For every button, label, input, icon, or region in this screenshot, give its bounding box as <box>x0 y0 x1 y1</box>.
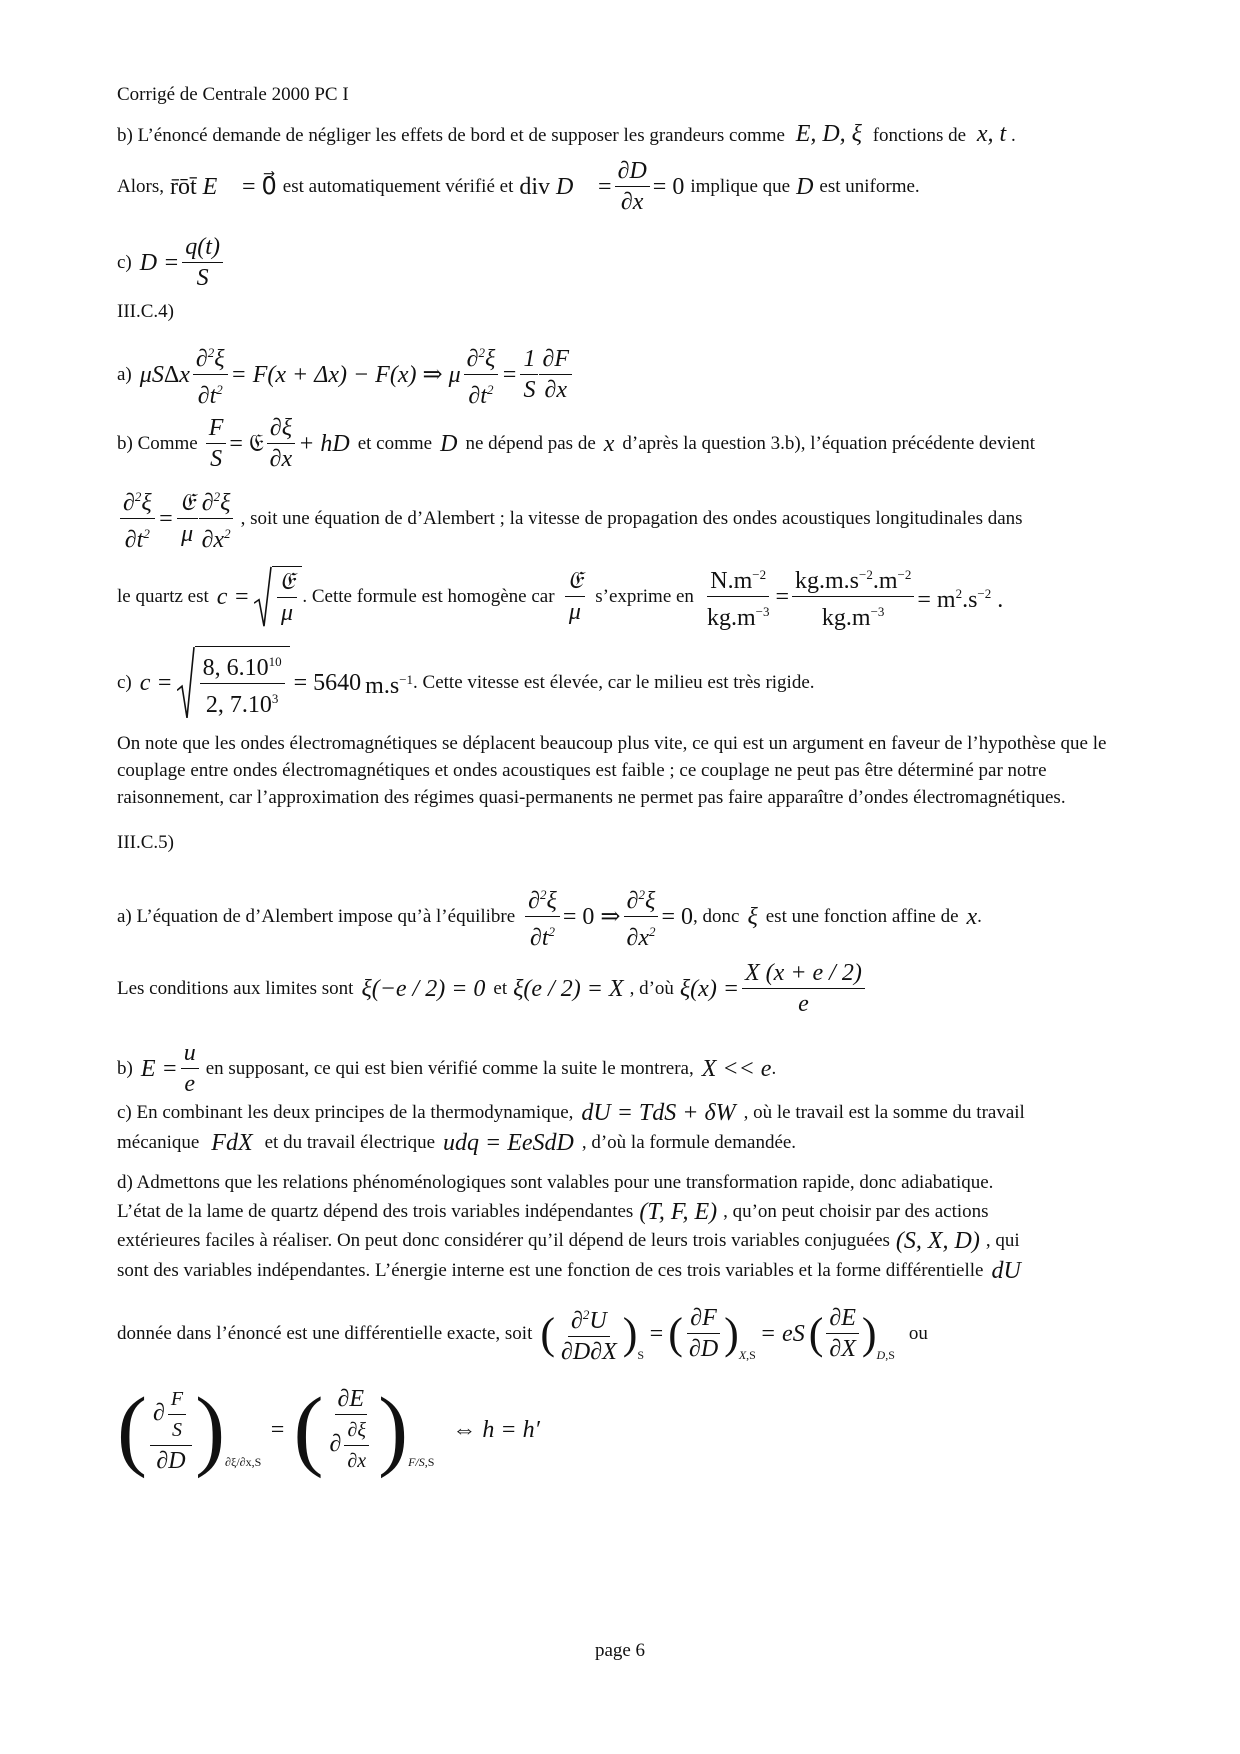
b2-line: Alors, r̄ōt̄ E⃗ = 0⃗ est automatiquement vérifié et div D⃗ = $\frac{\partial D}{\partial x}$ = 0 implique que D est uniforme. <box>117 158 920 215</box>
b1-xt: x, t <box>976 121 1007 147</box>
b1-line: b) L’énoncé demande de négliger les effets de bord et de supposer les grandeurs comme E, D, ξ fonctions de x, t . <box>117 121 1016 147</box>
a-label: a) <box>117 363 132 385</box>
a5-line: a) L’équation de d’Alembert impose qu’à l’équilibre $\frac{\partial^2\xi}{\partial t^2}$ = 0 ⇒ $\frac{\partial^2\xi}{\partial x^2}$ = 0 , donc ξ est une fonction affine de x . <box>117 880 982 953</box>
d-line4: sont des variables indépendantes. L’énergie interne est une fonction de ces trois variables et la forme différentielle dU <box>117 1258 1021 1284</box>
b1-intro: b) L’énoncé demande de négliger les effets de bord et de supposer les grandeurs comme <box>117 125 785 146</box>
alembert-line: $\frac{\partial^2\xi}{\partial t^2}$ = $\frac{\text{𝔈}}{\mu}$ $\frac{\partial^2\xi}{\partial x^2}$ , soit une équation de d’Alembert ; la vitesse de propagation des ondes acoustiques longitudinales dans <box>117 482 1023 555</box>
c-line: c) D = $\frac{q(t)}{S}$ <box>117 232 226 293</box>
c5-line1: c) En combinant les deux principes de la thermodynamique, dU = TdS + δW , où le travail est la somme du travail <box>117 1100 1025 1126</box>
comme-label: b) Comme <box>117 432 198 454</box>
limits-line: Les conditions aux limites sont ξ(−e / 2) = 0 et ξ(e / 2) = X , d’où ξ(x) = $\frac{X (x + e / 2)}{e}$ <box>117 958 868 1019</box>
section-c5: III.C.5) <box>117 832 174 853</box>
dD-dx-frac: $\frac{\partial D}{\partial x}$ <box>615 156 650 217</box>
quartz-line: le quartz est c = $\frac{\text{𝔈}}{\mu}$ . Cette formule est homogène car $\frac{\text{𝔈}}{\mu}$ s’exprime en $\frac{N.m^{-2}}{kg.m^{-3}}$ = $\frac{kg.m.s^{-2}.m^{-2}}{kg.m^{-3}}$ = $m^2.s^{-2}$ . <box>117 560 1003 633</box>
b2-alors: Alors, <box>117 175 164 197</box>
div-eq: div D⃗ = <box>519 173 612 200</box>
c5-line2: mécanique FdX et du travail électrique udq = EeSdD , d’où la formule demandée. <box>117 1130 797 1156</box>
sqrt-E-mu: $\frac{\text{𝔈}}{\mu}$ <box>254 566 303 628</box>
c-label: c) <box>117 251 132 273</box>
c-result: 5640 <box>313 670 362 696</box>
c-numeric-line: c) c = $\frac{8, 6.10^{10}}{2, 7.10^3}$ = 5640 $m.s^{-1}$ . Cette vitesse est élevée, car le milieu est très rigide. <box>117 646 815 720</box>
para-electromagnetic: On note que les ondes électromagnétiques se déplacent beaucoup plus vite, ce qui est un argument en faveur de l’hypothèse que le couplage entre ondes électromagnétiques et ondes acoustiques est faible ; ce couplage ne peut pas être déterminé par notre raisonnement, car l’approximation des régimes quasi-permanents ne permet pas faire apparaître d’ondes électromagnétiques. <box>117 733 1107 808</box>
comme-line: b) Comme $\frac{F}{S}$ = 𝔈 $\frac{\partial\xi}{\partial x}$ + hD et comme D ne dépend pas de x d’après la question 3.b), l’équation précédente devient <box>117 415 1035 472</box>
a-line: a) μS Δ x $\frac{\partial^2\xi}{\partial t^2}$ = F(x + Δx) − F(x) ⇒ μ $\frac{\partial^2\xi}{\partial t^2}$ = $\frac{1}{S}$ $\frac{\partial F}{\partial x}$ <box>117 338 575 411</box>
d-line2: L’état de la lame de quartz dépend des trois variables indépendantes (T, F, E) , qu’on peut choisir par des actions <box>117 1199 989 1225</box>
b1-fn: fonctions de <box>872 125 967 146</box>
b5-line: b) E = $\frac{u}{e}$ en supposant, ce qui est bien vérifié comme la suite le montrera, X << e . <box>117 1040 777 1097</box>
d-line3: extérieures faciles à réaliser. On peut donc considérer qu’il dépend de leurs trois variables conjuguées (S, X, D) , qui <box>117 1228 1020 1254</box>
qt-over-S: $\frac{q(t)}{S}$ <box>182 232 223 293</box>
b1-vars: E, D, ξ <box>795 121 862 147</box>
page-number: page 6 <box>594 1640 646 1661</box>
d-line1: d) Admettons que les relations phénoménologiques sont valables pour une transformation rapide, donc adiabatique. <box>117 1172 994 1193</box>
b2-verif: est automatiquement vérifié et <box>282 175 514 197</box>
maxwell-line: ( ∂ $\frac{F}{S}$ ∂D ) $_{\partial\xi/\partial x,S}$ = ( ∂E ∂ $\frac{\partial\xi}{\partial x}$ ) $_{F/S ,S}$ ⇔ h = h′ <box>117 1380 540 1479</box>
d-line5: donnée dans l’énoncé est une différentielle exacte, soit ( $\frac{\partial^2U}{\partial D\partial X}$ ) $_S$ = ( $\frac{\partial F}{\partial D}$ ) $_{X ,S}$ = eS ( $\frac{\partial E}{\partial X}$ ) $_{D ,S}$ ou <box>117 1300 928 1367</box>
b2-unif: est uniforme. <box>819 175 920 197</box>
b2-impl: implique que <box>690 175 791 197</box>
rot-eq: r̄ōt̄ E⃗ = 0⃗ <box>169 173 277 200</box>
section-c4: III.C.4) <box>117 301 174 322</box>
page-header: Corrigé de Centrale 2000 PC I <box>117 84 349 105</box>
